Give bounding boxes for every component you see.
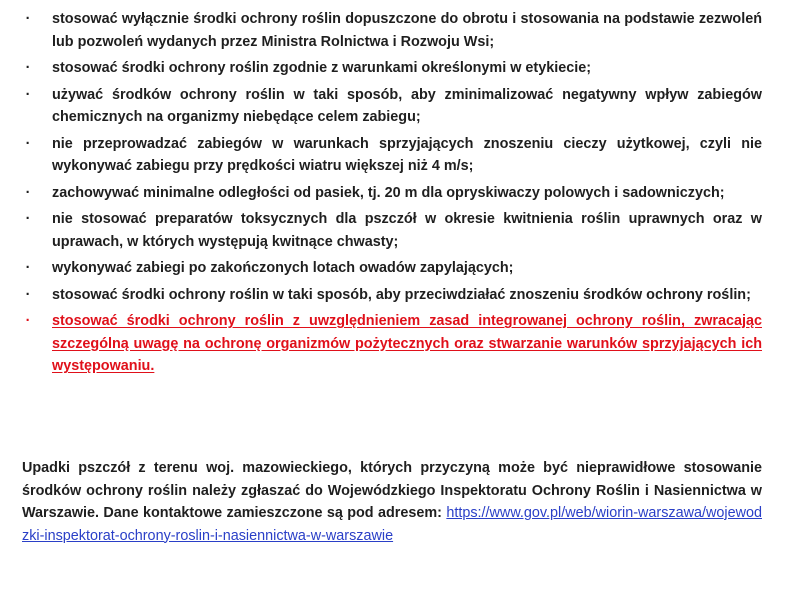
bullet-icon: · xyxy=(25,60,31,76)
list-item xyxy=(22,208,762,253)
bullet-icon: · xyxy=(25,86,31,103)
list-item-text: wykonywać zabiegi po zakończonych lotach owadów zapylających; xyxy=(52,260,514,276)
list-item xyxy=(22,133,762,178)
list-item xyxy=(22,8,762,53)
list-item-text: stosować środki ochrony roślin zgodnie z warunkami określonymi w etykiecie; xyxy=(52,60,592,76)
contact-link[interactable]: https://www.gov.pl/web/wiorin-warszawa/wojewodzki-inspektorat-ochrony-roslin-i-nasiennictwa-w-warszawie xyxy=(22,505,762,544)
list-item-text: zachowywać minimalne odległości od pasiek, tj. 20 m dla opryskiwaczy polowych i sadowniczych; xyxy=(52,184,725,201)
bullet-icon: · xyxy=(25,260,31,276)
contact-paragraph xyxy=(22,457,762,547)
bullet-icon: · xyxy=(25,313,31,329)
list-item xyxy=(22,284,762,307)
bullet-list xyxy=(22,8,762,382)
bullet-icon: · xyxy=(25,11,31,27)
list-item-text-emphasis: stosować środki ochrony roślin z uwzględnieniem zasad integrowanej ochrony roślin, zwracając szczególną uwagę na ochronę organizmów pożytecznych oraz stwarzanie warunków sprzyjających ich występowaniu. xyxy=(52,313,762,374)
bullet-icon: · xyxy=(25,135,31,152)
list-item-text: stosować środki ochrony roślin w taki sposób, aby przeciwdziałać znoszeniu środków ochrony roślin; xyxy=(52,286,751,303)
bullet-icon: · xyxy=(25,211,31,227)
bullet-icon: · xyxy=(25,184,31,201)
bullet-icon: · xyxy=(25,286,31,303)
list-item-text: nie stosować preparatów toksycznych dla pszczół w okresie kwitnienia roślin uprawnych oraz w uprawach, w których występują kwitnące chwasty; xyxy=(52,211,762,250)
list-item-emphasis xyxy=(22,310,762,378)
list-item xyxy=(22,257,762,280)
list-item xyxy=(22,84,762,129)
list-item-text: używać środków ochrony roślin w taki sposób, aby zminimalizować negatywny wpływ zabiegów chemicznych na organizmy niebędące celem zabiegu; xyxy=(52,86,762,125)
list-item xyxy=(22,182,762,205)
paragraph-text: Upadki pszczół z terenu woj. mazowieckiego, których przyczyną może być nieprawidłowe stosowanie środków ochrony roślin należy zgłaszać do Wojewódzkiego Inspektoratu Ochrony Roślin i Nasiennictwa w Warszawie. Dane kontaktowe zamieszczone są pod adresem: xyxy=(22,460,762,521)
list-item-text: stosować wyłącznie środki ochrony roślin dopuszczone do obrotu i stosowania na podstawie zezwoleń lub pozwoleń wydanych przez Ministra Rolnictwa i Rozwoju Wsi; xyxy=(52,11,762,50)
list-item xyxy=(22,57,762,80)
list-item-text: nie przeprowadzać zabiegów w warunkach sprzyjających znoszeniu cieczy użytkowej, czyli nie wykonywać zabiegu przy prędkości wiatru większej niż 4 m/s; xyxy=(52,135,762,174)
